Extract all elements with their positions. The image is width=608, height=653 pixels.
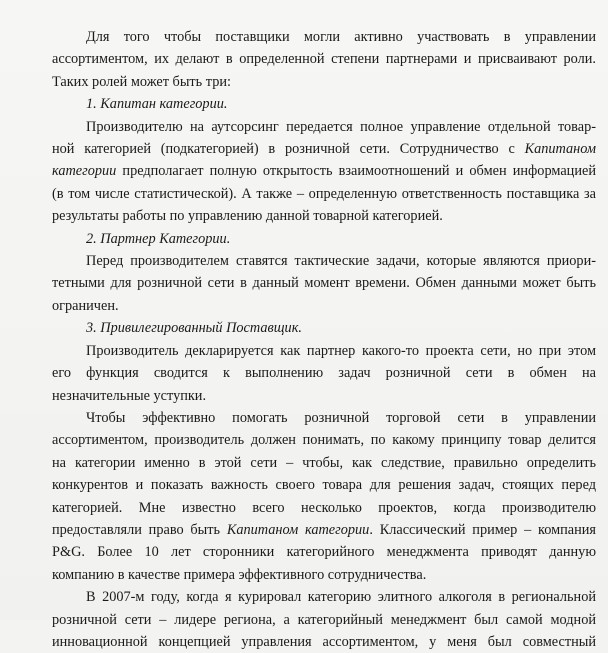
text-line: на категории именно в этой сети – чтобы, как следствие, правильно определить	[52, 454, 596, 471]
text-line: ограничен.	[52, 297, 119, 314]
italic-phrase: Капитаном категории	[226, 521, 370, 538]
paragraph-privileged-supplier	[52, 340, 596, 407]
text-line: розничной сети – лидере региона, а категорийный менеджмент был самой модной	[52, 611, 596, 628]
paragraph-category-captain	[52, 116, 596, 228]
paragraph-intro	[52, 26, 596, 93]
text-line: В 2007-м году, когда я курировал категорию элитного алкоголя в региональной	[86, 589, 596, 606]
text-line: конкурентов и показать важность своего товара для решения задач, стоящих перед	[52, 477, 596, 494]
text-line-with-italic: ной категорией (подкатегорией) в розничной сети. Сотрудничество с Капитаном	[52, 141, 596, 158]
text-line: (в том числе статистической). А также – определенную ответственность поставщика за	[52, 185, 596, 202]
heading-privileged-supplier: 3. Привилегированный Поставщик.	[86, 320, 302, 337]
text-line-with-italic: категории предполагает полную открытость взаимоотношений и обмен информацией	[52, 163, 596, 180]
text-line: результаты работы по управлению данной товарной категорией.	[52, 208, 443, 225]
text-line: ассортиментом, производитель должен понимать, по какому принципу товар делится	[52, 432, 596, 449]
text-line: тетными для розничной сети в данный момент времени. Обмен данными может быть	[52, 275, 596, 292]
text-line: инновационной концепцией управления ассортиментом, у меня был совместный	[52, 633, 596, 650]
italic-phrase: категории	[52, 163, 117, 180]
text-line: незначительные уступки.	[52, 387, 207, 404]
paragraph-2007	[52, 586, 596, 653]
text-line-with-italic: предоставляли право быть Капитаном категории. Классический пример – компания	[52, 521, 597, 538]
heading-category-partner: 2. Партнер Категории.	[86, 230, 231, 247]
document-text	[52, 26, 596, 653]
italic-phrase: Капитаном	[524, 141, 596, 158]
text-line: Чтобы эффективно помогать розничной торговой сети в управлении	[86, 409, 596, 426]
text-line: ассортиментом, их делают в определенной степени партнерами и присваивают роли.	[52, 51, 596, 68]
text-line: категорией. Мне известно всего несколько проектов, когда производителю	[52, 499, 596, 516]
text-line: Производитель декларируется как партнер какого-то проекта сети, но при этом	[86, 342, 596, 359]
text-line: P&G. Более 10 лет сторонники категорийного менеджмента приводят данную	[52, 544, 596, 561]
text-line: Для того чтобы поставщики могли активно участвовать в управлении	[86, 29, 596, 45]
paragraph-effective-help	[52, 407, 596, 586]
heading-category-captain: 1. Капитан категории.	[86, 96, 228, 113]
text-line: его функция сводится к выполнению задач розничной сети в обмен на	[52, 365, 596, 382]
text-line: Таких ролей может быть три:	[52, 73, 231, 90]
text-line: компанию в качестве примера эффективного сотрудничества.	[52, 566, 427, 583]
paragraph-category-partner	[52, 250, 596, 317]
text-line: Производителю на аутсорсинг передается полное управление отдельной товар-	[86, 118, 596, 135]
text-line: Перед производителем ставятся тактические задачи, которые являются приори-	[86, 253, 596, 270]
